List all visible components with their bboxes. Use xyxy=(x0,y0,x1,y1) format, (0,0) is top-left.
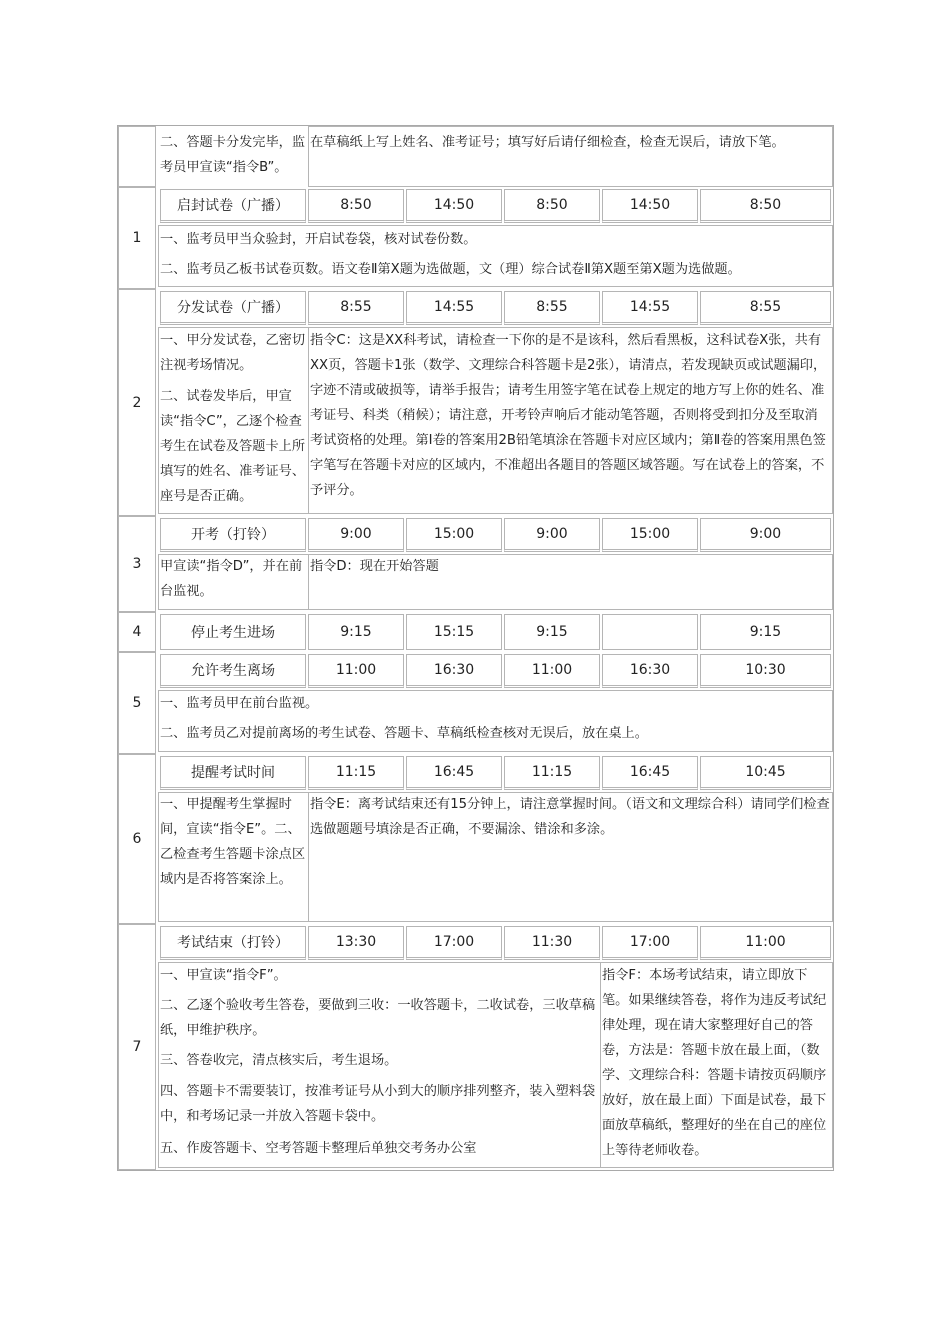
row-number-cell xyxy=(118,289,156,516)
time-cell: 14:50 xyxy=(406,189,502,223)
row6-right-text: 指令E：离考试结束还有15分钟上，请注意掌握时间。（语文和文理综合科）请同学们检查选做题题号填涂是否正确，不要漏涂、错涂和多涂。 xyxy=(310,797,830,837)
time-cell: 11:30 xyxy=(504,926,600,960)
time-cell: 16:45 xyxy=(602,756,698,790)
row5-note: 二、监考员乙对提前离场的考生试卷、答题卡、草稿纸检查核对无误后，放在桌上。 xyxy=(160,726,648,741)
row7-left-note: 四、答题卡不需要装订，按准考证号从小到大的顺序排列整齐，装入塑料袋中，和考场记录一并放入答题卡袋中。 xyxy=(160,1084,596,1124)
row-number-cell xyxy=(118,187,156,289)
time-cell: 14:50 xyxy=(602,189,698,223)
time-cell: 16:45 xyxy=(406,756,502,790)
step-label: 提醒考试时间 xyxy=(160,756,306,790)
row-number: 4 xyxy=(132,624,142,640)
row-number: 2 xyxy=(132,394,142,411)
row2-left-note: 二、试卷发毕后，甲宣读“指令C”，乙逐个检查考生在试卷及答题卡上所填写的姓名、准考证号、座号是否正确。 xyxy=(160,389,306,504)
row7-left-note: 五、作废答题卡、空考答题卡整理后单独交考务办公室 xyxy=(160,1141,477,1156)
time-cell: 11:00 xyxy=(308,654,404,688)
row-number-cell xyxy=(118,612,156,652)
time-cell: 9:15 xyxy=(308,614,404,650)
time-cell: 11:15 xyxy=(308,756,404,790)
row5-note: 一、监考员甲在前台监视。 xyxy=(160,696,319,711)
row6-left-text: 一、甲提醒考生掌握时间，宣读“指令E”。二、乙检查考生答题卡涂点区域内是否将答案涂上。 xyxy=(160,797,306,887)
time-cell: 9:15 xyxy=(700,614,831,650)
time-cell xyxy=(602,614,698,650)
time-cell: 10:30 xyxy=(700,654,831,688)
row-number: 3 xyxy=(132,556,142,572)
time-cell: 9:00 xyxy=(700,518,831,552)
time-cell: 9:00 xyxy=(504,518,600,552)
step-label: 开考（打铃） xyxy=(160,518,306,552)
row1-note: 二、监考员乙板书试卷页数。语文卷Ⅱ第X题为选做题，文（理）综合试卷Ⅱ第X题至第X题为选做题。 xyxy=(160,262,741,277)
row7-left-note: 三、答卷收完，清点核实后，考生退场。 xyxy=(160,1053,398,1068)
row1-note: 一、监考员甲当众验封，开启试卷袋，核对试卷份数。 xyxy=(160,232,477,247)
time-cell: 8:55 xyxy=(504,291,600,325)
row0-left-text: 二、答题卡分发完毕，监考员甲宣读“指令B”。 xyxy=(160,135,306,175)
step-label: 考试结束（打铃） xyxy=(160,926,306,960)
row2-right-text: 指令C：这是XX科考试，请检查一下你的是不是该科，然后看黑板，这科试卷X张，共有XX页，答题卡1张（数学、文理综合科答题卡是2张），请清点，若发现缺页或试题漏印，字迹不清或破损等，请举手报告；请考生用签字笔在试卷上规定的地方写上你的姓名、准考证号、科类（稍候）；请注意，开考铃声响后才能动笔答题，否则将受到扣分及至取消考试资格的处理。第Ⅰ卷的答案用2B铅笔填涂在答题卡对应区域内；第Ⅱ卷的答案用黑色签字笔写在答题卡对应的区域内，不准超出各题目的答题区域答题。写在试卷上的答案，不予评分。 xyxy=(310,333,827,498)
step-label: 允许考生离场 xyxy=(160,654,306,688)
row-number-cell xyxy=(118,126,156,187)
row-number-cell xyxy=(118,924,156,1170)
time-cell: 13:30 xyxy=(308,926,404,960)
row-number: 5 xyxy=(132,695,142,711)
time-cell: 11:00 xyxy=(700,926,831,960)
time-cell: 17:00 xyxy=(602,926,698,960)
row7-right-text: 指令F：本场考试结束，请立即放下笔。如果继续答卷，将作为违反考试纪律处理，现在请大家整理好自己的答卷，方法是：答题卡放在最上面，（数学、文理综合科：答题卡请按页码顺序放好，放在最上面）下面是试卷，最下面放草稿纸，整理好的坐在自己的座位上等待老师收卷。 xyxy=(602,968,827,1158)
step-label: 停止考生进场 xyxy=(160,614,306,650)
time-cell: 16:30 xyxy=(602,654,698,688)
time-cell: 11:00 xyxy=(504,654,600,688)
time-cell: 17:00 xyxy=(406,926,502,960)
step-label: 启封试卷（广播） xyxy=(160,189,306,223)
row-number: 1 xyxy=(132,230,142,246)
time-cell: 8:50 xyxy=(700,189,831,223)
time-cell: 8:55 xyxy=(308,291,404,325)
row7-left-note: 一、甲宣读“指令F”。 xyxy=(160,968,287,983)
time-cell: 9:15 xyxy=(504,614,600,650)
row7-left-note: 二、乙逐个验收考生答卷，要做到三收：一收答题卡，二收试卷，三收草稿纸，甲维护秩序。 xyxy=(160,998,596,1038)
time-cell: 15:00 xyxy=(602,518,698,552)
time-cell: 15:00 xyxy=(406,518,502,552)
time-cell: 8:55 xyxy=(700,291,831,325)
row-number: 6 xyxy=(132,831,142,847)
time-cell: 15:15 xyxy=(406,614,502,650)
time-cell: 11:15 xyxy=(504,756,600,790)
row-number-cell xyxy=(118,516,156,612)
time-cell: 8:50 xyxy=(308,189,404,223)
row3-right-text: 指令D：现在开始答题 xyxy=(310,559,439,574)
row-number-cell xyxy=(118,754,156,924)
row-number: 7 xyxy=(132,1039,142,1055)
time-cell: 14:55 xyxy=(406,291,502,325)
time-cell: 8:50 xyxy=(504,189,600,223)
row0-right-text: 在草稿纸上写上姓名、准考证号；填写好后请仔细检查，检查无误后，请放下笔。 xyxy=(310,135,785,150)
time-cell: 10:45 xyxy=(700,756,831,790)
time-cell: 16:30 xyxy=(406,654,502,688)
exam-procedure-table xyxy=(117,125,834,1171)
row-number-cell xyxy=(118,652,156,754)
time-cell: 9:00 xyxy=(308,518,404,552)
row3-left-text: 甲宣读“指令D”，并在前台监视。 xyxy=(160,559,303,599)
step-label: 分发试卷（广播） xyxy=(160,291,306,325)
row2-left-note: 一、甲分发试卷，乙密切注视考场情况。 xyxy=(160,333,306,373)
time-cell: 14:55 xyxy=(602,291,698,325)
